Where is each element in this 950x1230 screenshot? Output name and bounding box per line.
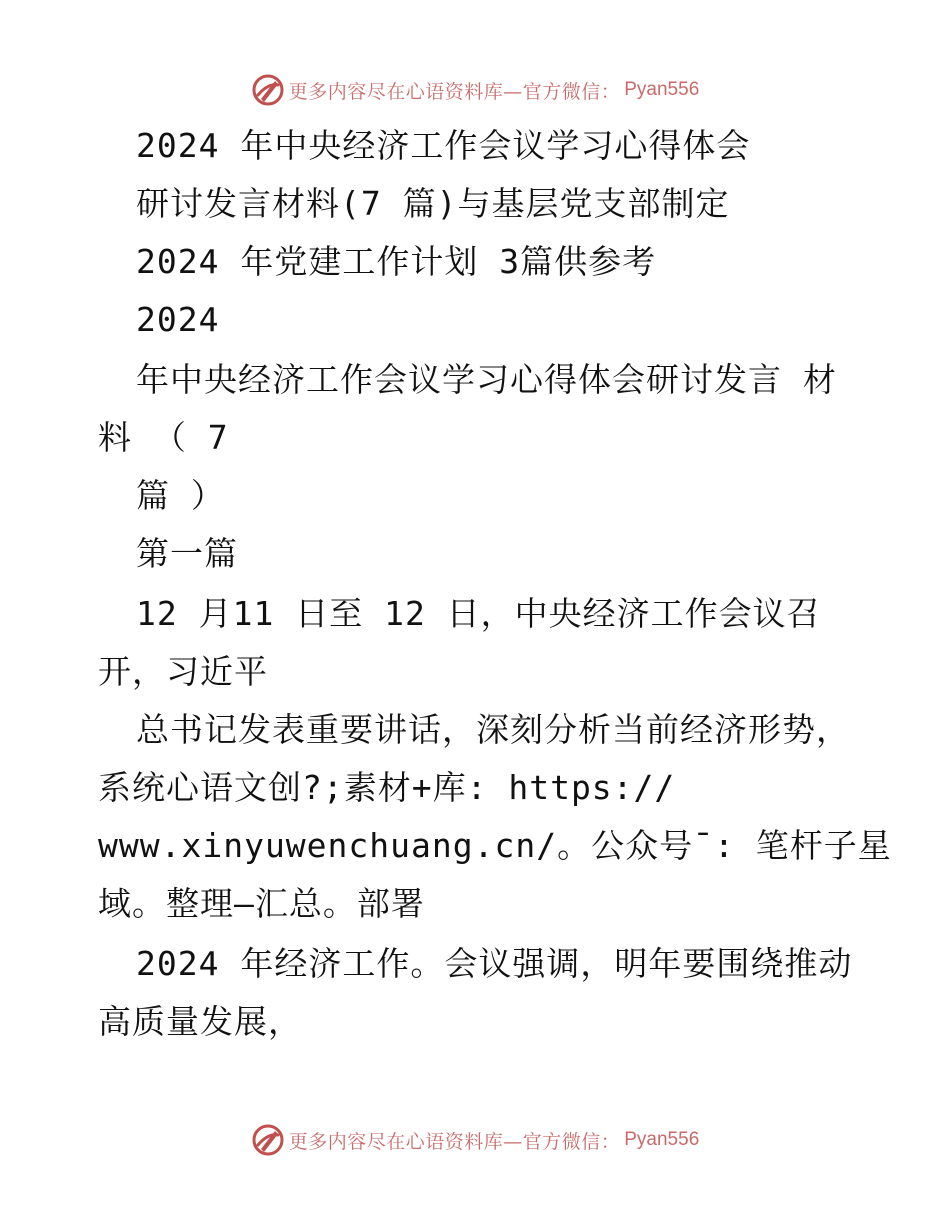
body-line: 高质量发展， <box>98 1002 302 1041</box>
body-line: 2024 年经济工作。会议强调，明年要围绕推动 <box>136 944 853 983</box>
body-line: 2024 <box>136 300 220 339</box>
body-line: 2024 年党建工作计划 3篇供参考 <box>136 242 657 281</box>
banner-wechat-id: Pyan556 <box>624 79 700 100</box>
body-line: 年中央经济工作会议学习心得体会研讨发言 材 <box>136 360 837 399</box>
body-line: 料 （ 7 <box>98 418 229 457</box>
footer-watermark <box>0 1120 950 1160</box>
body-line: 2024 年中央经济工作会议学习心得体会 <box>136 126 751 165</box>
body-line: 域。整理—汇总。部署 <box>98 884 425 923</box>
banner-text: 更多内容尽在心语资料库—官方微信： <box>288 1130 621 1153</box>
pen-logo-icon <box>251 73 285 107</box>
banner-wechat-id: Pyan556 <box>624 1129 700 1150</box>
body-line: 篇 ） <box>136 476 225 515</box>
body-line: 系统心语文创?;素材+库: https:// <box>98 768 676 807</box>
body-line: 总书记发表重要讲话，深刻分析当前经济形势， <box>136 710 850 749</box>
body-line: 第一篇 <box>136 534 238 573</box>
body-line: 12 月11 日至 12 日，中央经济工作会议召 <box>136 594 821 633</box>
body-line: 开，习近平 <box>98 652 268 691</box>
body-line: www.xinyuwenchuang.cn/。公众号¯: 笔杆子星 <box>98 826 892 865</box>
pen-logo-icon <box>251 1123 285 1157</box>
banner-text: 更多内容尽在心语资料库—官方微信： <box>288 80 621 103</box>
header-watermark <box>0 70 950 110</box>
body-line: 研讨发言材料(7 篇)与基层党支部制定 <box>136 184 730 223</box>
